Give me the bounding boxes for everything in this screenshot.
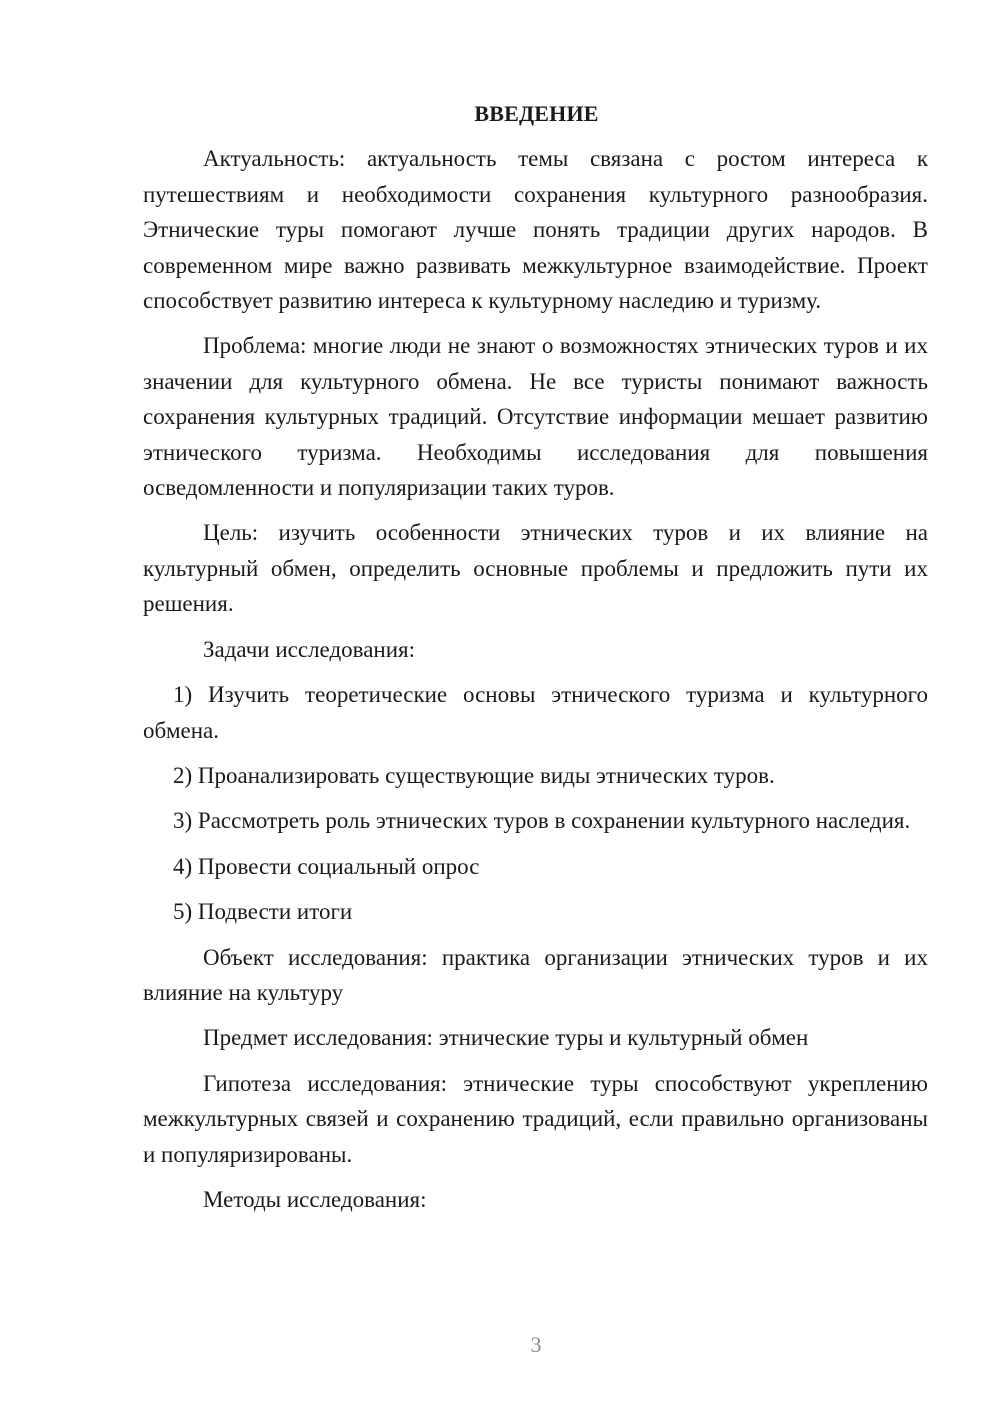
task-item-2: 2) Проанализировать существующие виды этнических туров. xyxy=(173,762,775,788)
document-page xyxy=(143,96,928,1227)
paragraph-object: Объект исследования: практика организации этнических туров и их влияние на культуру xyxy=(143,944,928,1005)
task-item-3: 3) Рассмотреть роль этнических туров в сохранении культурного наследия. xyxy=(173,808,911,834)
task-item-4: 4) Провести социальный опрос xyxy=(173,853,480,879)
paragraph-hypothesis: Гипотеза исследования: этнические туры способствуют укреплению межкультурных связей и сохранению традиций, если правильно организованы и популяризированы. xyxy=(143,1070,928,1167)
page-number: 3 xyxy=(530,1332,542,1357)
section-title: ВВЕДЕНИЕ xyxy=(474,101,599,126)
paragraph-methods: Методы исследования: xyxy=(203,1186,427,1212)
paragraph-tasks-heading: Задачи исследования: xyxy=(203,636,416,662)
task-item-5: 5) Подвести итоги xyxy=(173,899,353,925)
paragraph-relevance: Актуальность: актуальность темы связана с ростом интереса к путешествиям и необходимости сохранения культурного разнообразия. Этнические туры помогают лучше понять традиции других народов. В современном мире важно развивать межкультурное взаимодействие. Проект способствует развитию интереса к культурному наследию и туризму. xyxy=(143,146,928,314)
task-item-1: 1) Изучить теоретические основы этнического туризма и культурного обмена. xyxy=(143,682,928,743)
paragraph-goal: Цель: изучить особенности этнических туров и их влияние на культурный обмен, определить основные проблемы и предложить пути их решения. xyxy=(143,520,928,617)
paragraph-problem: Проблема: многие люди не знают о возможностях этнических туров и их значении для культурного обмена. Не все туристы понимают важность сохранения культурных традиций. Отсутствие информации мешает развитию этнического туризма. Необходимы исследования для повышения осведомленности и популяризации таких туров. xyxy=(143,333,928,501)
paragraph-subject: Предмет исследования: этнические туры и культурный обмен xyxy=(203,1025,809,1051)
